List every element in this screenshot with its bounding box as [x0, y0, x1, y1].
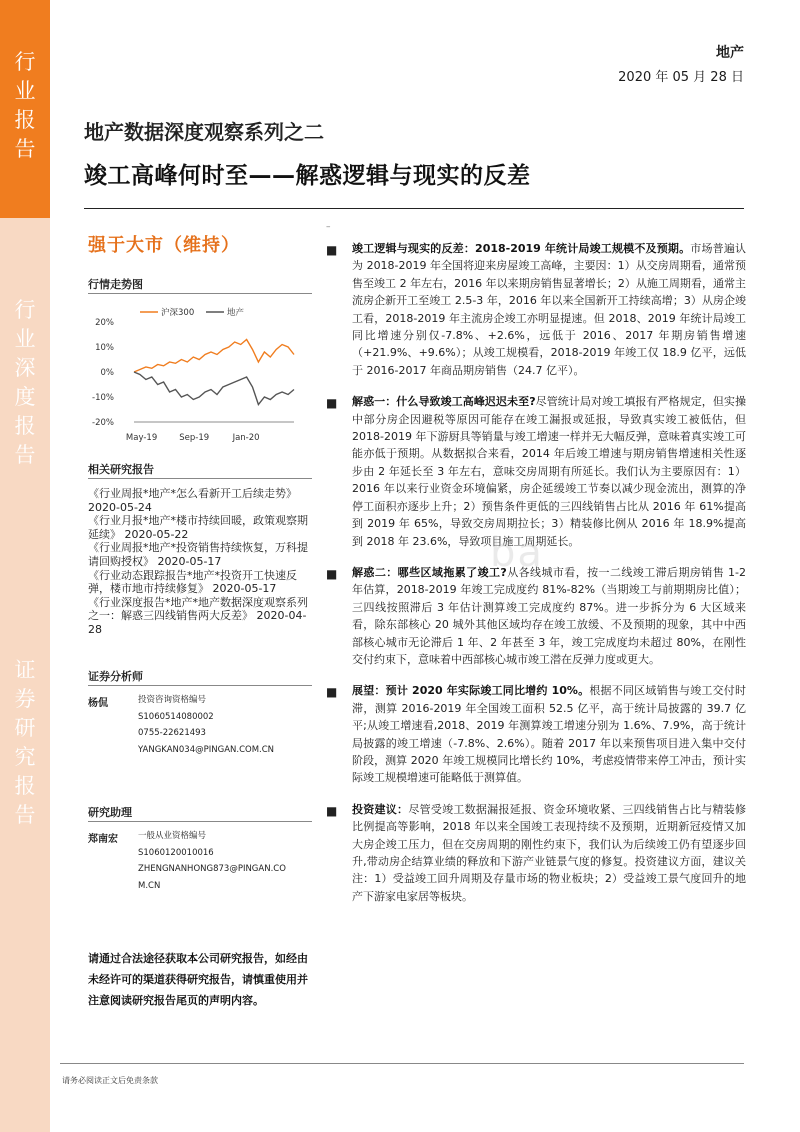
title-divider — [84, 208, 744, 209]
sidebar-label-securities-research — [0, 656, 50, 830]
report-date: 2020 年 05 月 28 日 — [618, 70, 744, 85]
paragraph-lead: 投资建议： — [352, 802, 409, 816]
analyst-divider — [88, 685, 312, 686]
summary-paragraph — [322, 682, 746, 786]
sidebar — [0, 0, 50, 1132]
series-line-realestate — [134, 372, 294, 405]
assistant-email[interactable]: ZHENGNANHONG873@PINGAN.CO — [138, 864, 286, 874]
related-report-list — [88, 487, 314, 637]
bullet-icon: ■ — [326, 243, 338, 257]
rating-label: 强于大市（维持） — [88, 235, 240, 256]
sidebar-char: 研 — [14, 716, 36, 740]
y-tick-label: -20% — [92, 418, 114, 428]
bullet-icon: ■ — [326, 396, 338, 411]
sidebar-char: 证 — [14, 658, 36, 682]
bullet-icon: ■ — [326, 803, 338, 818]
assistant-license-no: S1060120010016 — [138, 847, 214, 858]
legal-notice: 请通过合法途径获取本公司研究报告，如经由未经许可的渠道获得研究报告，请慎重使用并注意阅读研究报告尾页的声明内容。 — [88, 952, 308, 1007]
analyst-phone: 0755-22621493 — [138, 728, 206, 738]
related-report-item[interactable]: 《行业周报*地产*投资销售持续恢复，万科提请回购授权》 2020-05-17 — [88, 541, 308, 568]
dash-mark: – — [326, 222, 331, 232]
x-tick-label: Jan-20 — [232, 433, 260, 443]
sidebar-char: 报 — [14, 414, 36, 438]
watermark: ba — [490, 530, 544, 576]
x-tick-label: Sep-19 — [179, 433, 210, 443]
assistant-email-cont[interactable]: M.CN — [138, 880, 161, 891]
legend-label-realestate: 地产 — [227, 308, 245, 318]
analyst-name: 杨侃 — [88, 698, 108, 709]
sidebar-label-deep-report — [0, 296, 50, 470]
sidebar-char: 告 — [14, 803, 36, 827]
analyst-email[interactable]: YANGKAN034@PINGAN.COM.CN — [138, 744, 275, 755]
legend-label-hs300: 沪深300 — [161, 308, 195, 318]
sidebar-char: 究 — [14, 745, 36, 769]
bullet-icon: ■ — [326, 566, 338, 581]
related-divider — [88, 478, 312, 479]
footer-disclaimer: 请务必阅读正文后免责条款 — [62, 1076, 158, 1085]
related-report-item[interactable]: 《行业月报*地产*楼市持续回暖，政策观察期延续》 2020-05-22 — [88, 514, 308, 541]
paragraph-lead: 解惑一：什么导致竣工高峰迟迟未至? — [352, 395, 536, 409]
related-report-item[interactable]: 《行业深度报告*地产*地产数据深度观察系列之一：解惑三四线销售两大反差》 2020-04-28 — [88, 595, 308, 636]
y-tick-label: 10% — [95, 343, 114, 353]
paragraph-text: 尽管统计局对竣工填报有严格规定，但实操中部分房企因避税等原因可能存在竣工漏报或延报，导致真实竣工被低估，但 2018-2019 年下游厨具等销量与竣工增速一样并无大幅反弹，意味着真实竣工可能亦低于预期。从数据拟合来看，2014 年后竣工增速与期房销售增速相关性逐步由 2 年延长至 3 年左右，意味交房周期有所延长。我们认为主要原因有：1）2016 年以来行业资金环境偏紧，房企延缓竣工节奏以减少现金流出，测算的净停工面积亦逐步上升；2）预售条件更低的三四线销售占比从 2016 年 61%提高到 2019 年 65%，导致交房周期拉长；3）精装修比例从 2016 年 18.9%提高到 2018 年 23.6%，导致项目施工周期延长。 — [352, 395, 746, 548]
series-line-hs300 — [134, 340, 294, 373]
industry-topic: 地产 — [716, 45, 744, 61]
sidebar-char: 报 — [14, 108, 36, 132]
y-tick-label: 0% — [100, 368, 114, 378]
sidebar-char: 业 — [14, 79, 36, 103]
bullet-icon: ■ — [326, 685, 338, 700]
trend-chart — [88, 300, 312, 450]
series-title: 地产数据深度观察系列之二 — [84, 120, 324, 144]
assistant-name: 郑南宏 — [88, 834, 118, 845]
assistant-info — [138, 828, 286, 894]
sidebar-char: 告 — [14, 443, 36, 467]
paragraph-text: 尽管受竣工数据漏报延报、资金环境收紧、三四线销售占比与精装修比例提高等影响，2018 年以来全国竣工表现持续不及预期，近期新冠疫情又加大房企竣工压力，但在交房周期的刚性约束下，我们认为后续竣工仍有望逐步回升,带动房企结算业绩的释放和下游产业链景气度的修复。投资建议方面，建议关注：1）受益竣工回升周期及存量市场的物业板块；2）受益竣工景气度回升的地产下游家电家居等板块。 — [352, 802, 747, 903]
sidebar-char: 券 — [14, 687, 36, 711]
trend-divider — [88, 293, 312, 294]
paragraph-lead: 竣工逻辑与现实的反差：2018-2019 年统计局竣工规模不及预期。 — [352, 242, 691, 255]
paragraph-text: 根据不同区域销售与竣工交付时滞，测算 2016-2019 年全国竣工面积 52.5 亿平，高于统计局披露的 39.7 亿平;从竣工增速看,2018、2019 年测算竣工增速分别为 1.6%、7.9%，高于统计局披露的竣工增速（-7.8%、2.6%）。随着 2017 年以来预售项目进入集中交付阶段，测算 2020 年竣工规模同比增长约 10%，考虑疫情带来停工冲击，预计实际竣工规模增速可能略低于测算值。 — [352, 684, 747, 785]
assistant-heading: 研究助理 — [88, 806, 132, 819]
footer-divider — [60, 1063, 744, 1064]
x-tick-label: May-19 — [125, 433, 158, 443]
analyst-info — [138, 692, 274, 758]
sidebar-char: 业 — [14, 327, 36, 351]
paragraph-lead: 解惑二：哪些区域拖累了竣工? — [352, 565, 507, 579]
report-title: 竣工高峰何时至——解惑逻辑与现实的反差 — [84, 163, 531, 189]
y-tick-label: -10% — [92, 393, 114, 403]
paragraph-text: 从各线城市看，按一二线竣工滞后期房销售 1-2 年估算，2018-2019 年竣工完成度约 81%-82%（当期竣工与前期期房比值）；三四线按照滞后 3 年估计测算竣工完成度约 87%。进一步拆分为 6 大区域来看，除东部核心 20 城外其他区域均存在竣工放缓、不及预期的现象，其中中西部核心城市无论滞后 1 年、2 年甚至 3 年，竣工完成度均未超过 80%，在刚性交付约束下，意味着中西部核心城市竣工潜在反弹力度或更大。 — [352, 565, 746, 666]
summary-paragraph — [322, 393, 746, 550]
sidebar-char: 行 — [14, 50, 36, 74]
assistant-license-label: 一般从业资格编号 — [138, 831, 207, 841]
y-tick-label: 20% — [95, 318, 114, 328]
analyst-license-no: S1060514080002 — [138, 711, 214, 722]
summary-paragraph — [322, 801, 746, 905]
summary-paragraph — [322, 564, 746, 668]
related-report-item[interactable]: 《行业动态跟踪报告*地产*投资开工快速反弹，楼市地市持续修复》 2020-05-17 — [88, 568, 297, 596]
related-heading: 相关研究报告 — [88, 463, 154, 476]
sidebar-label-industry-report — [0, 0, 50, 218]
analyst-heading: 证券分析师 — [88, 670, 143, 683]
paragraph-text: 市场普遍认为 2018-2019 年全国将迎来房屋竣工高峰，主要因：1）从交房周期看，通常预售至竣工 2 年左右，2016 年以来期房销售显著增长；2）从施工周期看，通常主流房企新开工至竣工 2.5-3 年，2016 年以来全国新开工持续高增；3）从房企竣工看，2018-2019 年主流房企竣工亦明显提速。但 2018、2019 年统计局竣工同比增速分别仅-7.8%、+2.6%，远低于 2016、2017 年期房销售增速（+21.9%、+9.6%）；从竣工规模看，2018-2019 年竣工仅 18.9 亿平，远低于 2016-2017 年商品期房销售（24.7 亿平）。 — [352, 242, 747, 377]
analyst-license-label: 投资咨询资格编号 — [138, 695, 207, 705]
sidebar-char: 行 — [14, 298, 36, 322]
summary-paragraph — [322, 240, 746, 379]
sidebar-char: 深 — [14, 356, 36, 380]
sidebar-char: 度 — [14, 385, 36, 409]
trend-heading: 行情走势图 — [88, 278, 143, 291]
paragraph-lead: 展望：预计 2020 年实际竣工同比增约 10%。 — [352, 684, 590, 698]
related-report-item[interactable]: 《行业周报*地产*怎么看新开工后续走势》 2020-05-24 — [88, 487, 297, 514]
assistant-divider — [88, 821, 312, 822]
sidebar-char: 告 — [14, 137, 36, 161]
sidebar-char: 报 — [14, 774, 36, 798]
